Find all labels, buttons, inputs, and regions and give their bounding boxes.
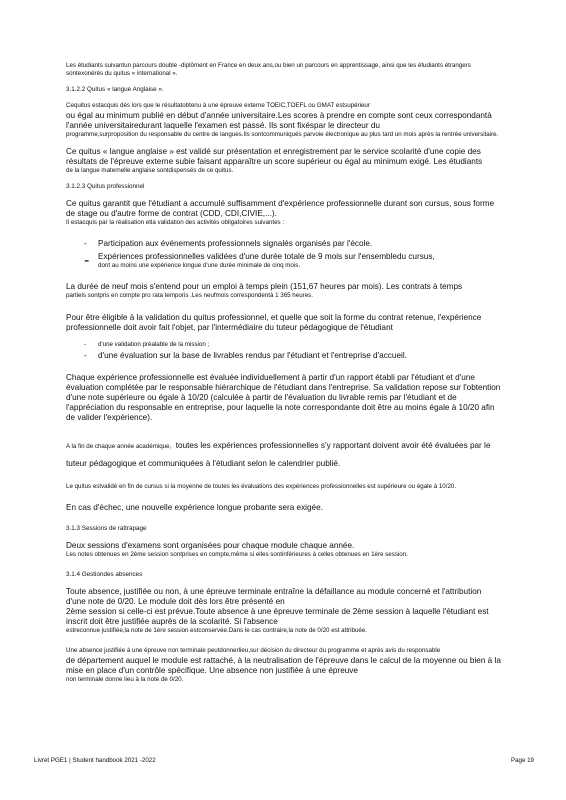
paragraph-fragment: toutes les expériences professionnelles s'y rapportant doivent avoir été évaluées par le tuteur pédagogique et communiquées à l'étudiant selon le calendrier publié. — [66, 440, 491, 468]
paragraph-line: Deux sessions d'examens sont organisées pour chaque module chaque année. — [66, 541, 355, 551]
paragraph-line: Toute absence, justifiée ou non, à une épreuve terminale entraîne la défaillance au module concerné et l'attribution d'une note de 0/20. Le module doit dès lors être présenté en — [66, 587, 482, 607]
page-footer — [34, 757, 534, 765]
heading-3-1-3: 3.1.3 Sessions de rattrapage — [66, 525, 147, 533]
paragraph-line: de la langue maternelle anglaise sontdispensés de ce quitus. — [66, 166, 234, 174]
paragraph-fragment: A la fin de chaque année académique, — [66, 442, 172, 450]
heading-3-1-2-2: 3.1.2.2 Quitus « langue Anglaise ». — [66, 86, 164, 94]
paragraph-line: Ce quitus garantit que l'étudiant a accumulé suffisamment d'expérience professionnelle durant son cursus, sous forme de stage ou d'autre forme de contrat (CDD, CDI,CIVIE,...). — [66, 199, 495, 219]
heading-3-1-2-3: 3.1.2.3 Quitus professionnel — [66, 183, 145, 191]
list-item-line: dont au moins une expérience longue d'une durée minimale de cinq mois. — [98, 262, 301, 270]
paragraph-sessions — [66, 541, 502, 559]
validation-list — [66, 341, 502, 361]
paragraph-line: Il estacquis par la réalisation etla validation des activités obligatoires suivantes : — [66, 219, 285, 227]
list-item: - d'une évaluation sur la base de livrables rendus par l'étudiant et l'entreprise d'accueil. — [84, 351, 502, 361]
list-item-line: - Expériences professionnelles validées d'une durée totale de 9 mois sur l'ensembledu cursus, — [98, 252, 435, 262]
paragraph-failure: En cas d'échec, une nouvelle expérience longue probante sera exigée. — [66, 503, 323, 513]
paragraph-line: de département auquel le module est rattaché, à la neutralisation de l'épreuve dans le calcul de la moyenne ou bien à la mise en place d'un contrôle spécifique. Une absence non justifiée à une épreuve — [66, 655, 501, 675]
paragraph-academic-year — [66, 435, 502, 471]
paragraph-quitus-end: Le quitus estvalidé en fin de cursus si la moyenne de toutes les évaluations des expériences professionnelles est supérieure ou égale à 10/20. — [66, 482, 457, 490]
paragraph-line: non terminale donne lieu à la note de 0/20. — [66, 675, 184, 683]
list-item — [84, 252, 502, 270]
footer-page-number: Page 19 — [510, 757, 534, 764]
paragraph-duration — [66, 282, 502, 300]
paragraph-line: ou égal au minimum publié en début d'année universitaire.Les scores à prendre en compte sont ceux correspondantà l'année universitairedurant laquelle l'examen est passé. Ils sont fixéspar le directeur du — [66, 110, 492, 130]
paragraph-line: programme,surproposition du responsable du centre de langues.Ils sontcommuniqués parvoie électronique au plus tard un mois après la rentrée universitaire. — [66, 130, 499, 138]
footer-document-title: Livret PGE1 | Student handbook 2021 -2022 — [34, 757, 156, 764]
paragraph-line: Ce quitus « langue anglaise » est validé sur présentation et enregistrement par le service scolarité d'une copie des résultats de l'épreuve externe subie faisant apparaître un score supérieur ou égal au minimum exigé. Les étudiants — [66, 146, 483, 166]
page-content — [66, 62, 502, 684]
list-item: - d'une validation préalable de la mission ; — [84, 341, 502, 349]
paragraph-english-quitus — [66, 102, 502, 138]
paragraph-line: estreconnue justifiée,la note de 1ère session estconservée.Dans le cas contraire,la note de 0/20 est attribuée. — [66, 627, 367, 635]
heading-3-1-4: 3.1.4 Gestiondes absences — [66, 571, 143, 579]
paragraph-absence-non-terminal — [66, 647, 502, 683]
paragraph-line: La durée de neuf mois s'entend pour un emploi à temps plein (151,67 heures par mois). Les contrats à temps — [66, 282, 463, 292]
list-item: - Participation aux événements professionnels signalés organisés par l'école. — [84, 239, 502, 249]
paragraph-eligibility: Pour être éligible à la validation du quitus professionnel, et quelle que soit la forme du contrat retenue, l'expérience professionnelle doit avoir fait l'objet, par l'intermédiaire du tuteur pédagogique de l'étudiant — [66, 312, 482, 332]
paragraph-absence-terminal — [66, 587, 502, 635]
paragraph-line: Les notes obtenues en 2ème session sontprises en compte,même si elles sontinférieures à celles obtenues en 1ère session. — [66, 551, 408, 559]
paragraph-line: partiels sontpris en compte pro rata temporis .Les neufmois correspondentà 1 365 heures. — [66, 292, 313, 300]
paragraph-line: Cequitus estacquis dès lors que le résultatobtenu à une épreuve externe TOEIC,TOEFL ou GMAT estsupérieur — [66, 102, 370, 110]
paragraph-line: Une absence justifiée à une épreuve non terminale peutdonnerlieu,sur décision du directeur du programme et après avis du responsable — [66, 647, 441, 655]
activities-list — [66, 239, 502, 270]
paragraph-professional-quitus — [66, 199, 502, 227]
paragraph-line: 2ème session si celle-ci est prévue.Toute absence à une épreuve terminale de 2ème session à laquelle l'étudiant est inscrit doit être justifiée auprès de la scolarité. Si l'absence — [66, 607, 489, 627]
paragraph-exemptions: Les étudiants suivantun parcours double -diplôment en France en deux ans,ou bien un parcours en apprentissage, ainsi que les étudiants étrangers sontexonérés du quitus « international ». — [66, 62, 471, 78]
paragraph-quitus-validation — [66, 147, 502, 175]
paragraph-evaluation: Chaque expérience professionnelle est évaluée individuellement à partir d'un rapport établi par l'étudiant et d'une évaluation complétée par le responsable hiérarchique de l'étudiant dans l'entreprise. Sa validation repose sur l'obtention d'une note supérieure ou égale à 10/20 (calculée à partir de l'évaluation du livrable remis par l'étudiant et de l'appréciation du responsable en entreprise, pour laquelle la note correspondante doit être au moins égale à 10/20 afin de valider l'expérience). — [66, 372, 501, 422]
